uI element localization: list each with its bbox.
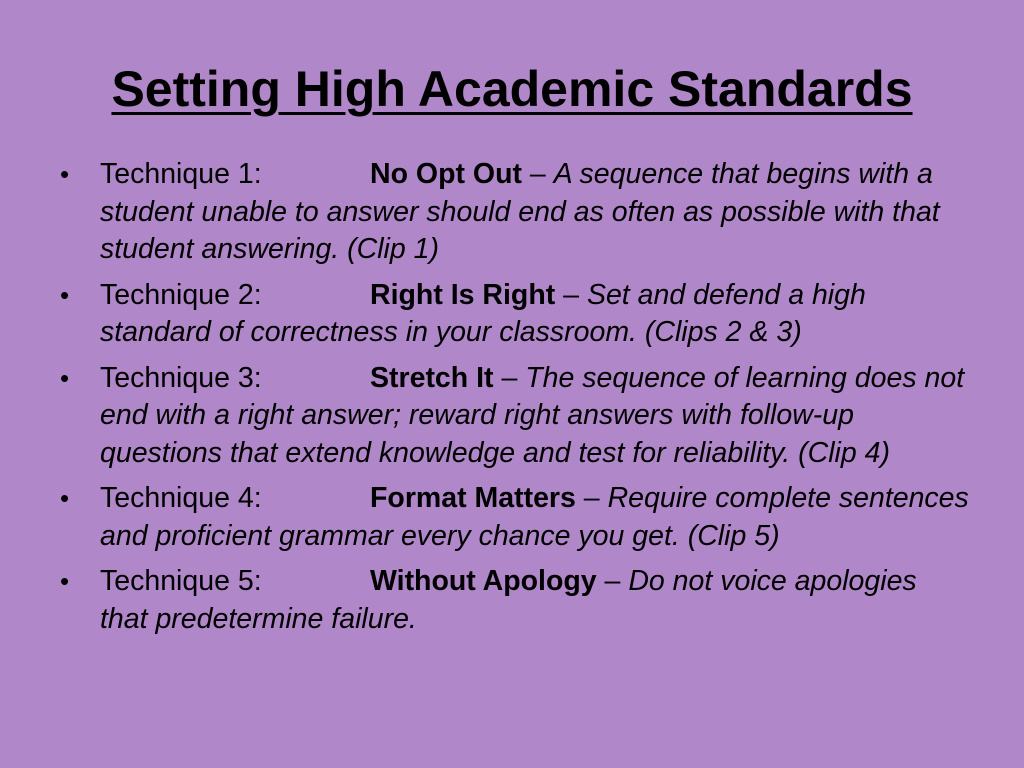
dash-separator: – [501,361,518,394]
bullet-icon: • [60,362,70,393]
technique-label: Technique 3: [100,361,262,394]
dash-separator: – [529,158,546,190]
technique-description: A sequence that begins with a student unable to answer should end as often as possible with that student answering. (Clip 1) [100,158,940,265]
technique-name: Without Apology [370,565,597,597]
technique-name: Format Matters [370,482,576,514]
list-item [60,480,970,555]
dash-separator: – [604,565,621,597]
slide-title: Setting High Academic Standards [111,61,913,117]
technique-description: Set and defend a high standard of correctness in your classroom. (Clips 2 & 3) [100,278,866,348]
technique-description: Require complete sentences and proficient grammar every chance you get. (Clip 5) [100,482,969,552]
technique-label: Technique 4: [100,482,262,514]
technique-description: Do not voice apologies that predetermine failure. [100,565,917,635]
technique-list [60,156,970,646]
technique-label: Technique 5: [100,565,262,597]
technique-label: Technique 2: [100,278,262,311]
dash-separator: – [563,278,580,311]
technique-name: No Opt Out [370,158,522,190]
technique-description: The sequence of learning does not end with a right answer; reward right answers with follow-up questions that extend knowledge and test for reliability. (Clip 4) [100,361,965,469]
technique-name: Stretch It [370,361,494,394]
bullet-icon: • [60,566,70,596]
technique-name: Right Is Right [370,278,556,311]
dash-separator: – [583,482,600,514]
technique-label: Technique 1: [100,158,262,190]
bullet-icon: • [60,159,70,189]
list-item [60,277,970,352]
list-item [60,360,970,473]
bullet-icon: • [60,279,70,310]
bullet-icon: • [60,483,70,513]
list-item [60,156,970,269]
list-item [60,563,970,638]
